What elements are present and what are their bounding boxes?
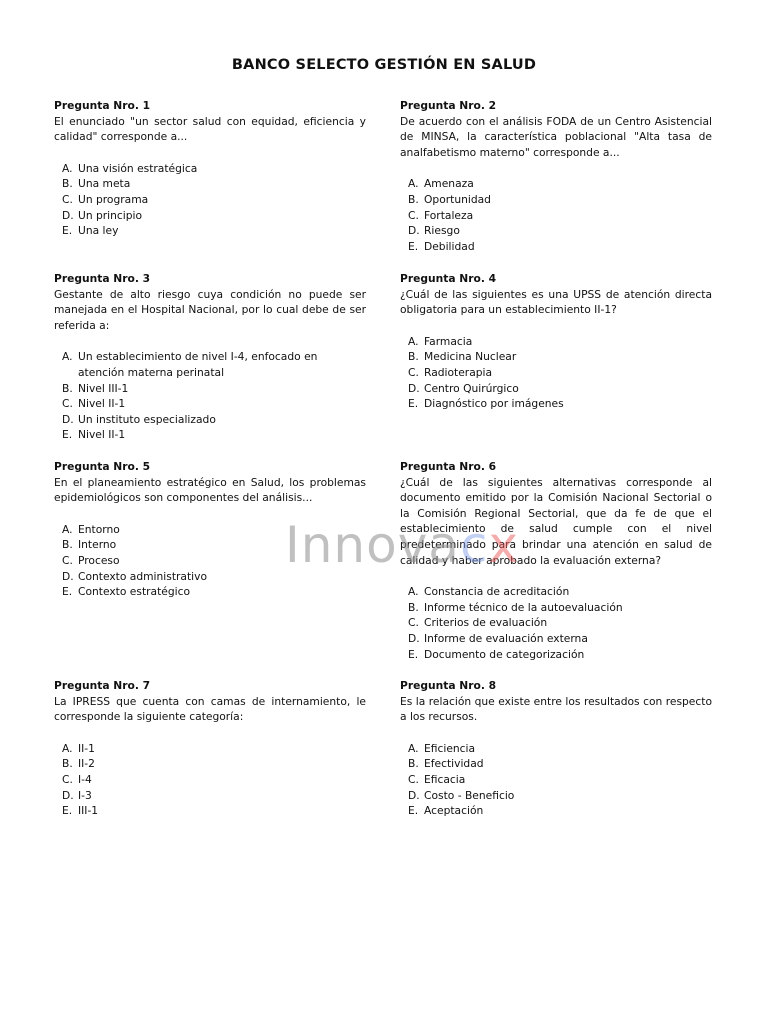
question-heading: Pregunta Nro. 1 [54,99,151,112]
option-letter: B. [408,757,419,771]
option-letter: A. [408,334,419,348]
option-letter: D. [408,788,420,802]
option-text: Riesgo [424,224,460,238]
option-letter: D. [408,381,420,395]
option-letter: C. [408,772,419,786]
option-letter: A. [408,741,419,755]
option [54,537,366,553]
option [54,788,366,804]
option-letter: B. [62,538,73,552]
question-text: El enunciado "un sector salud con equidad, eficiencia y calidad" corresponde a... [54,114,366,144]
watermark-text-c: c [459,516,489,574]
option-letter: C. [62,192,73,206]
option [54,176,366,192]
option [54,412,366,428]
option-text: I-3 [78,788,92,802]
option-letter: D. [62,412,74,426]
option [54,772,366,788]
option [400,349,712,365]
option-text: Una visión estratégica [78,161,198,175]
option [400,584,712,600]
question-4 [400,271,712,412]
question-heading: Pregunta Nro. 8 [400,679,497,692]
option-list [400,584,712,662]
option [400,631,712,647]
question-3 [54,271,366,443]
option [54,396,366,412]
option-text: Una meta [78,177,131,191]
option-list [54,161,366,239]
question-text: De acuerdo con el análisis FODA de un Centro Asistencial de MINSA, la característica poblacional "Alta tasa de analfabetismo materno" corresponde a... [400,114,712,159]
question-text: En el planeamiento estratégico en Salud, los problemas epidemiológicos son componentes del análisis... [54,475,366,505]
option [400,239,712,255]
option-letter: E. [408,397,419,411]
option [54,756,366,772]
option [54,381,366,397]
option [400,365,712,381]
option-letter: A. [62,350,73,364]
option-text: Criterios de evaluación [424,616,548,630]
option [400,741,712,757]
option [54,741,366,757]
option [400,647,712,663]
question-7 [54,678,366,819]
question-heading: Pregunta Nro. 2 [400,99,497,112]
option-letter: E. [62,428,73,442]
option-letter: C. [62,553,73,567]
option [54,223,366,239]
option-letter: B. [408,600,419,614]
option [400,381,712,397]
option-text: Aceptación [424,804,484,818]
option-letter: D. [408,631,420,645]
option-letter: B. [62,757,73,771]
option-text: Informe técnico de la autoevaluación [424,600,623,614]
page-title: BANCO SELECTO GESTIÓN EN SALUD [231,57,537,73]
option-list [54,522,366,600]
option-text: Interno [78,538,117,552]
question-text: Gestante de alto riesgo cuya condición no puede ser manejada en el Hospital Nacional, por lo cual debe de ser referida a: [54,287,366,332]
option-text: Efectividad [424,757,484,771]
option-list [400,741,712,819]
option [54,569,366,585]
question-text: Es la relación que existe entre los resultados con respecto a los recursos. [400,694,712,724]
question-heading: Pregunta Nro. 4 [400,272,497,285]
option-text: Radioterapia [424,365,493,379]
option [400,396,712,412]
option [400,600,712,616]
option-text: Una ley [78,224,119,238]
option [400,176,712,192]
option [400,803,712,819]
option [400,772,712,788]
option-letter: B. [62,381,73,395]
question-heading: Pregunta Nro. 7 [54,679,151,692]
option-text: Un instituto especializado [78,412,216,426]
option-text: Nivel III-1 [78,381,129,395]
option-letter: C. [408,365,419,379]
option-text: Nivel II-1 [78,397,126,411]
option-text: Eficiencia [424,741,476,755]
option-text: Informe de evaluación externa [424,631,588,645]
option-text: II-2 [78,757,95,771]
option-text: Un establecimiento de nivel I-4, enfocado en atención materna perinatal [78,350,318,379]
question-heading: Pregunta Nro. 3 [54,272,151,285]
option-letter: C. [408,616,419,630]
option-text: Amenaza [424,177,474,191]
option-list [54,741,366,819]
option-letter: E. [62,585,73,599]
option [400,788,712,804]
question-heading: Pregunta Nro. 5 [54,460,151,473]
option [54,522,366,538]
option-letter: B. [408,350,419,364]
option [54,192,366,208]
option-letter: D. [62,788,74,802]
question-2 [400,98,712,254]
option-text: Centro Quirúrgico [424,381,519,395]
question-heading: Pregunta Nro. 6 [400,460,497,473]
option-letter: E. [62,224,73,238]
option-letter: C. [62,397,73,411]
option-letter: A. [408,177,419,191]
question-8 [400,678,712,819]
option [54,803,366,819]
question-1 [54,98,366,239]
option-text: Proceso [78,553,120,567]
option-text: II-1 [78,741,95,755]
option-list [400,334,712,412]
option-text: Un principio [78,208,143,222]
option-text: Nivel II-1 [78,428,126,442]
question-text: ¿Cuál de las siguientes es una UPSS de atención directa obligatoria para un establecimiento II-1? [400,287,712,317]
watermark-text: Innova [285,516,460,574]
option-text: Un programa [78,192,149,206]
option [54,349,366,380]
option-list [54,349,366,443]
option-text: Diagnóstico por imágenes [424,397,564,411]
option [54,427,366,443]
option [400,334,712,350]
option-letter: E. [408,804,419,818]
option [54,584,366,600]
option-text: Contexto administrativo [78,569,207,583]
option-text: Oportunidad [424,192,491,206]
option-text: III-1 [78,804,99,818]
option-letter: A. [62,741,73,755]
watermark-text-x: x [488,516,520,574]
option-text: Eficacia [424,772,466,786]
option-text: Medicina Nuclear [424,350,517,364]
option-letter: B. [62,177,73,191]
question-6 [400,459,712,662]
option-letter: E. [62,804,73,818]
option [400,615,712,631]
option-text: Constancia de acreditación [424,585,570,599]
option-text: Documento de categorización [424,647,585,661]
option-letter: D. [62,208,74,222]
option-text: Debilidad [424,239,475,253]
option-text: Costo - Beneficio [424,788,515,802]
option-text: Fortaleza [424,208,474,222]
option [54,161,366,177]
option-letter: A. [62,522,73,536]
option [400,208,712,224]
question-text: ¿Cuál de las siguientes alternativas corresponde al documento emitido por la Comisión Nacional Sectorial o la Comisión Regional Sectorial, que da fe de que el establecimiento de salud cumple con el nivel predeterminado para brindar una atención en salud de calidad y haber aprobado la evaluación externa? [400,475,712,567]
option-letter: A. [408,585,419,599]
question-5 [54,459,366,600]
option-text: Contexto estratégico [78,585,191,599]
option-letter: C. [62,772,73,786]
option [54,553,366,569]
option-letter: D. [62,569,74,583]
option-list [400,176,712,254]
option-letter: B. [408,192,419,206]
option-letter: A. [62,161,73,175]
option [400,192,712,208]
option-letter: E. [408,647,419,661]
option [54,208,366,224]
option-letter: C. [408,208,419,222]
option [400,756,712,772]
option-text: I-4 [78,772,92,786]
option-text: Farmacia [424,334,473,348]
option-text: Entorno [78,522,120,536]
question-text: La IPRESS que cuenta con camas de internamiento, le corresponde la siguiente categoría: [54,694,366,724]
option-letter: D. [408,224,420,238]
option-letter: E. [408,239,419,253]
option [400,223,712,239]
